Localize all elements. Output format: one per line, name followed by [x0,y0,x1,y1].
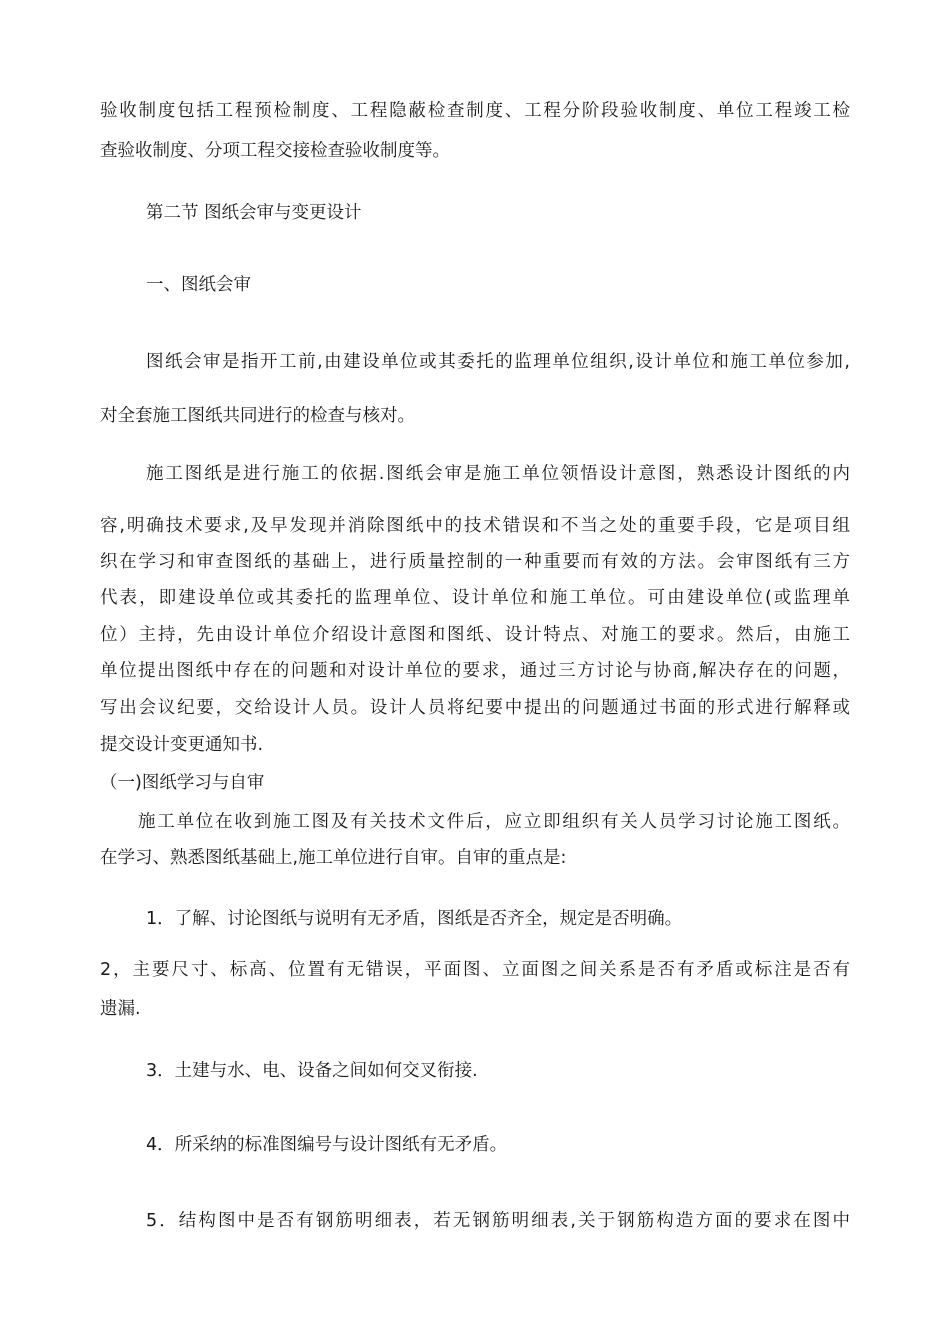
subsection-heading: （一)图纸学习与自审 [100,773,265,793]
list-item: 4．所采纳的标准图编号与设计图纸有无矛盾。 [146,1135,508,1155]
list-item: 2，主要尺寸、标高、位置有无错误，平面图、立面图之间关系是否有矛盾或标注是否有 [100,960,850,980]
paragraph-line: 查验收制度、分项工程交接检查验收制度等。 [100,141,450,161]
paragraph-line: 在学习、熟悉图纸基础上,施工单位进行自审。自审的重点是: [100,848,567,868]
subsection-heading: 一、图纸会审 [146,275,251,295]
list-item: 5．结构图中是否有钢筋明细表，若无钢筋明细表,关于钢筋构造方面的要求在图中 [146,1211,850,1231]
list-item: 1．了解、讨论图纸与说明有无矛盾，图纸是否齐全，规定是否明确。 [146,909,683,929]
list-item: 3．土建与水、电、设备之间如何交叉衔接. [146,1061,478,1081]
paragraph-line: 代表，即建设单位或其委托的监理单位、设计单位和施工单位。可由建设单位(或监理单 [100,588,850,608]
paragraph-line: 写出会议纪要，交给设计人员。设计人员将纪要中提出的问题通过书面的形式进行解释或 [100,698,850,718]
section-heading: 第二节 图纸会审与变更设计 [146,203,362,223]
paragraph-line: 提交设计变更通知书. [100,735,264,755]
paragraph-line: 容,明确技术要求,及早发现并消除图纸中的技术错误和不当之处的重要手段，它是项目组 [100,516,850,536]
paragraph-line: 单位提出图纸中存在的问题和对设计单位的要求，通过三方讨论与协商,解决存在的问题， [100,661,850,681]
paragraph-line: 施工图纸是进行施工的依据.图纸会审是施工单位领悟设计意图，熟悉设计图纸的内 [146,464,850,484]
paragraph-line: 织在学习和审查图纸的基础上，进行质量控制的一种重要而有效的方法。会审图纸有三方 [100,552,850,572]
paragraph-line: 图纸会审是指开工前,由建设单位或其委托的监理单位组织,设计单位和施工单位参加, [146,352,850,372]
paragraph-line: 验收制度包括工程预检制度、工程隐蔽检查制度、工程分阶段验收制度、单位工程竣工检 [100,101,850,121]
list-item-continuation: 遗漏. [100,999,141,1019]
paragraph-line: 位）主持，先由设计单位介绍设计意图和图纸、设计特点、对施工的要求。然后，由施工 [100,625,850,645]
paragraph-line: 施工单位在收到施工图及有关技术文件后，应立即组织有关人员学习讨论施工图纸。 [138,812,850,832]
paragraph-line: 对全套施工图纸共同进行的检查与核对。 [100,406,415,426]
